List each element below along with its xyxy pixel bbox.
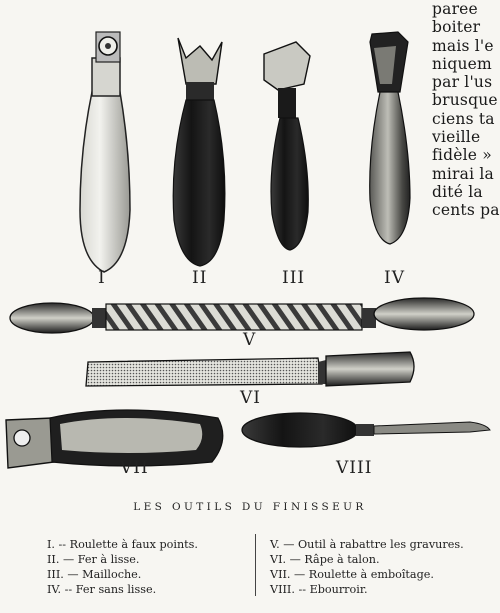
- numeral-v: V: [243, 330, 257, 350]
- legend-item: V. — Outil à rabattre les gravures.: [270, 538, 464, 551]
- legend-left-column: [47, 537, 198, 597]
- side-text-line: mais l'e: [432, 36, 494, 55]
- legend-right-column: [270, 537, 464, 597]
- side-text-line: fidèle »: [432, 146, 492, 165]
- legend-item: I. -- Roulette à faux points.: [47, 538, 198, 551]
- numeral-ii: II: [192, 268, 208, 288]
- legend-item: VIII. -- Ebourroir.: [270, 583, 368, 596]
- numeral-vi: VI: [240, 388, 261, 408]
- legend-item: III. — Mailloche.: [47, 568, 142, 581]
- side-text-line: mirai la: [432, 164, 494, 183]
- side-text-line: vieille: [432, 128, 481, 147]
- tool-viii-ebourroir: [242, 413, 490, 447]
- side-text-line: brusque: [432, 91, 498, 110]
- legend-item: IV. -- Fer sans lisse.: [47, 583, 157, 596]
- plate-caption: LES OUTILS DU FINISSEUR: [133, 501, 367, 513]
- legend-item: II. — Fer à lisse.: [47, 553, 140, 566]
- numeral-iv: IV: [384, 268, 405, 288]
- numeral-viii: VIII: [336, 458, 373, 478]
- numeral-iii: III: [282, 268, 306, 288]
- tool-iv-fer-sans-lisse: [370, 32, 410, 244]
- tool-vi-rape-a-talon: [86, 352, 414, 386]
- side-text-line: paree: [432, 0, 478, 18]
- legend-item: VI. — Râpe à talon.: [270, 553, 380, 566]
- side-text-line: cents pa: [432, 201, 500, 220]
- side-text-line: ciens ta: [432, 109, 495, 128]
- numeral-i: I: [98, 268, 106, 288]
- tool-iii-mailloche: [264, 42, 310, 250]
- legend-divider: [255, 534, 256, 596]
- tool-i-roulette-faux-points: [80, 32, 130, 272]
- side-text-line: par l'us: [432, 73, 493, 92]
- tool-vii-roulette-a-emboitage: [6, 410, 223, 468]
- side-text-line: boiter: [432, 18, 481, 37]
- numeral-vii: VII: [120, 458, 149, 478]
- side-text-line: dité la: [432, 182, 483, 201]
- side-column-text: [432, 0, 500, 220]
- tool-ii-fer-a-lisse: [173, 38, 225, 266]
- side-text-line: niquem: [432, 54, 492, 73]
- tool-v-outil-a-rabattre: [10, 298, 474, 333]
- legend-item: VII. — Roulette à emboîtage.: [270, 568, 434, 581]
